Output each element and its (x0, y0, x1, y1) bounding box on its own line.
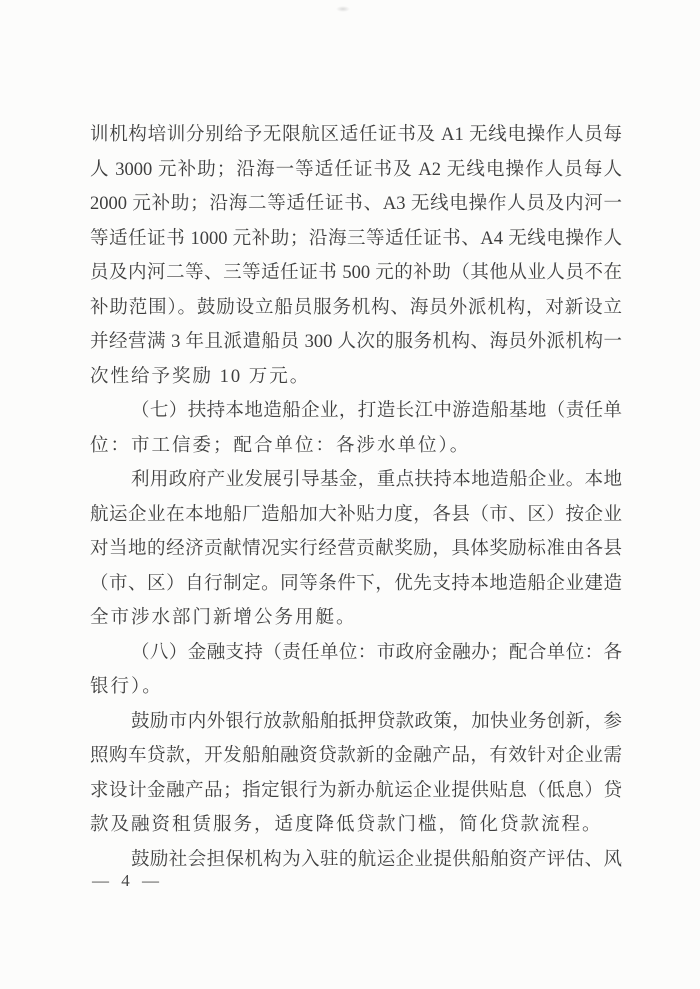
text-line: 照购车贷款，开发船舶融资贷款新的金融产品，有效针对企业需 (90, 746, 622, 766)
text-line: 位：市工信委；配合单位：各涉水单位）。 (90, 435, 471, 456)
text-line: 训机构培训分别给予无限航区适任证书及 A1 无线电操作人员每 (90, 125, 622, 145)
text-line: 款及融资租赁服务，适度降低贷款门槛，简化贷款流程。 (90, 815, 603, 835)
text-line: 员及内河二等、三等适任证书 500 元的补助（其他从业人员不在 (90, 263, 622, 283)
text-line: （市、区）自行制定。同等条件下，优先支持本地造船企业建造 (90, 573, 622, 594)
text-line: 航运企业在本地船厂造船加大补贴力度，各县（市、区）按企业 (90, 504, 622, 525)
text-line: 求设计金融产品；指定银行为新办航运企业提供贴息（低息）贷 (90, 780, 622, 801)
text-line: （八）金融支持（责任单位：市政府金融办；配合单位：各 (131, 642, 622, 663)
text-line: 并经营满 3 年且派遣船员 300 人次的服务机构、海员外派机构一 (90, 332, 622, 352)
document-body (90, 118, 622, 877)
text-line: 鼓励社会担保机构为入驻的航运企业提供船舶资产评估、风 (131, 849, 622, 870)
text-line: 对当地的经济贡献情况实行经营贡献奖励，具体奖励标准由各县 (90, 539, 622, 559)
text-line: 2000 元补助；沿海二等适任证书、A3 无线电操作人员及内河一 (90, 194, 622, 214)
text-line: 全市涉水部门新增公务用艇。 (90, 608, 357, 628)
page-number: — 4 — (92, 871, 163, 890)
text-line: 等适任证书 1000 元补助；沿海三等适任证书、A4 无线电操作人 (90, 228, 622, 249)
text-line: （七）扶持本地造船企业，打造长江中游造船基地（责任单 (131, 401, 622, 421)
scan-speck (336, 6, 350, 12)
text-line: 次性给予奖励 10 万元。 (90, 366, 311, 387)
text-line: 鼓励市内外银行放款船舶抵押贷款政策，加快业务创新，参 (131, 711, 622, 732)
text-line: 利用政府产业发展引导基金，重点扶持本地造船企业。本地 (131, 470, 622, 490)
text-line: 人 3000 元补助；沿海一等适任证书及 A2 无线电操作人员每人 (90, 159, 622, 180)
text-line: 补助范围）。鼓励设立船员服务机构、海员外派机构，对新设立 (90, 297, 622, 318)
text-line: 银行）。 (90, 677, 163, 697)
